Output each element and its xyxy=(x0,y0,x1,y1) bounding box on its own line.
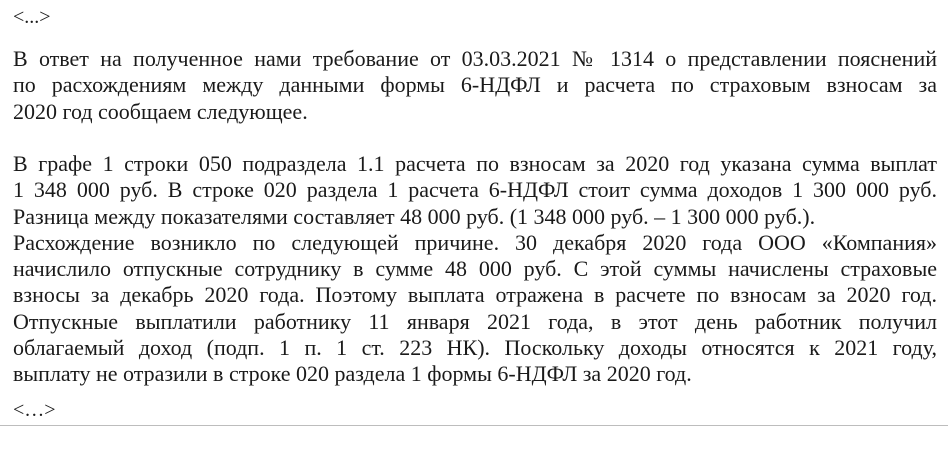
text-line: по расхождениям между данными формы 6-НДФЛ и расчета по страховым взносам за xyxy=(13,72,937,98)
text-line: Расхождение возникло по следующей причине. 30 декабря 2020 года ООО «Компания» xyxy=(13,229,937,255)
text-line: 1 348 000 руб. В строке 020 раздела 1 расчета 6-НДФЛ стоит сумма доходов 1 300 000 руб. xyxy=(13,177,937,203)
text-line: Разница между показателями составляет 48 000 руб. (1 348 000 руб. – 1 300 000 руб.). xyxy=(13,203,816,229)
omission-marker-top: <...> xyxy=(13,6,51,28)
text-line: В ответ на полученное нами требование от 03.03.2021 № 1314 о представлении пояснений xyxy=(13,46,937,71)
text-line: Отпускные выплатили работнику 11 января 2021 года, в этот день работник получил xyxy=(13,308,937,334)
text-line: 2020 год сообщаем следующее. xyxy=(13,98,308,124)
omission-marker-bottom: <…> xyxy=(13,399,56,421)
text-line: взносы за декабрь 2020 года. Поэтому выплата отражена в расчете по взносам за 2020 год. xyxy=(13,282,937,308)
divider xyxy=(0,425,948,426)
text-line: облагаемый доход (подп. 1 п. 1 ст. 223 НК). Поскольку доходы относятся к 2021 году, xyxy=(13,335,937,361)
text-line: выплату не отразили в строке 020 раздела 1 формы 6-НДФЛ за 2020 год. xyxy=(13,361,692,387)
paragraph-intro xyxy=(13,46,937,125)
text-line: В графе 1 строки 050 подраздела 1.1 расчета по взносам за 2020 год указана сумма выплат xyxy=(13,151,937,176)
paragraph-explanation xyxy=(13,151,937,388)
text-line: начислило отпускные сотруднику в сумме 48 000 руб. С этой суммы начислены страховые xyxy=(13,256,937,282)
